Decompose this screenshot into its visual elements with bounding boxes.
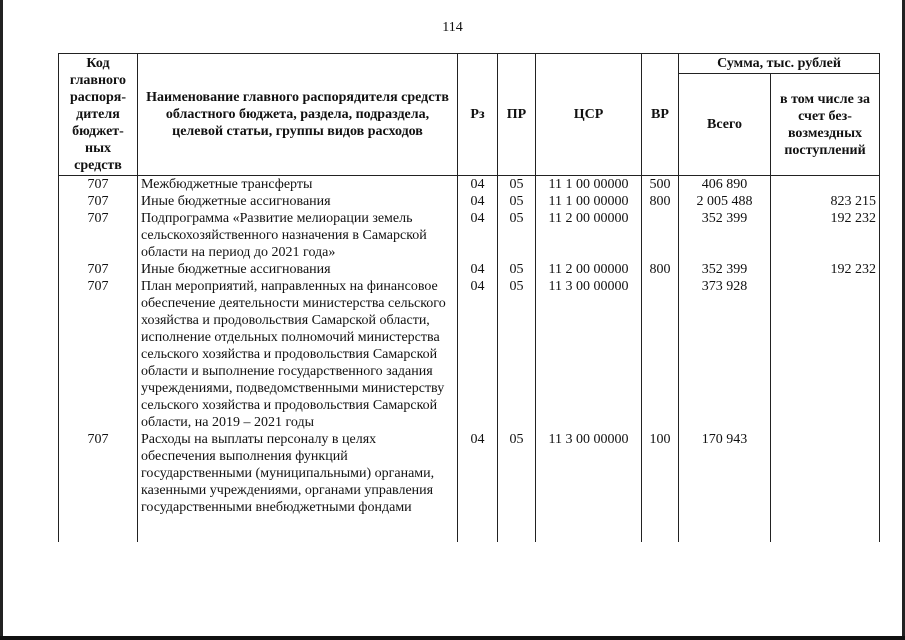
cell-free bbox=[771, 278, 880, 431]
cell-vr: 800 bbox=[642, 261, 679, 278]
cell-total: 352 399 bbox=[679, 261, 771, 278]
cell-name: Межбюджетные трансферты bbox=[138, 176, 458, 194]
header-total: Всего bbox=[679, 74, 771, 176]
cell-free: 192 232 bbox=[771, 210, 880, 261]
header-code: Код главного распоря-дителя бюджет-ных средств bbox=[59, 54, 138, 176]
table-row bbox=[59, 193, 880, 210]
cell-total: 352 399 bbox=[679, 210, 771, 261]
cell-rz: 04 bbox=[458, 431, 498, 542]
cell-code: 707 bbox=[59, 278, 138, 431]
cell-csr: 11 2 00 00000 bbox=[536, 261, 642, 278]
cell-rz: 04 bbox=[458, 176, 498, 194]
cell-pr: 05 bbox=[498, 176, 536, 194]
cell-rz: 04 bbox=[458, 261, 498, 278]
table-row bbox=[59, 278, 880, 431]
cell-vr: 500 bbox=[642, 176, 679, 194]
table-row bbox=[59, 431, 880, 542]
cell-free: 823 215 bbox=[771, 193, 880, 210]
budget-table bbox=[58, 53, 880, 542]
cell-vr bbox=[642, 210, 679, 261]
scan-edge-bottom bbox=[0, 636, 905, 640]
header-name: Наименование главного распорядителя средств областного бюджета, раздела, подраздела, целевой статьи, группы видов расходов bbox=[138, 54, 458, 176]
cell-pr: 05 bbox=[498, 278, 536, 431]
cell-csr: 11 3 00 00000 bbox=[536, 278, 642, 431]
cell-vr: 100 bbox=[642, 431, 679, 542]
cell-rz: 04 bbox=[458, 210, 498, 261]
header-pr: ПР bbox=[498, 54, 536, 176]
cell-total: 373 928 bbox=[679, 278, 771, 431]
cell-free bbox=[771, 431, 880, 542]
page-number: 114 bbox=[442, 20, 463, 35]
cell-csr: 11 3 00 00000 bbox=[536, 431, 642, 542]
cell-total: 170 943 bbox=[679, 431, 771, 542]
header-sum: Сумма, тыс. рублей bbox=[679, 54, 880, 74]
scan-edge-left bbox=[0, 0, 3, 640]
header-free: в том числе за счет без-возмездных поступлений bbox=[771, 74, 880, 176]
table-row bbox=[59, 261, 880, 278]
cell-csr: 11 1 00 00000 bbox=[536, 176, 642, 194]
cell-csr: 11 2 00 00000 bbox=[536, 210, 642, 261]
cell-name: Подпрограмма «Развитие мелиорации земель сельскохозяйственного назначения в Самарской области на период до 2021 года» bbox=[138, 210, 458, 261]
cell-total: 406 890 bbox=[679, 176, 771, 194]
cell-pr: 05 bbox=[498, 193, 536, 210]
cell-name: Расходы на выплаты персоналу в целях обеспечения выполнения функций государственными (муниципальными) органами, казенными учреждениями, органами управления государственными внебюджетными фондами bbox=[138, 431, 458, 542]
table-row bbox=[59, 176, 880, 194]
cell-code: 707 bbox=[59, 431, 138, 542]
cell-csr: 11 1 00 00000 bbox=[536, 193, 642, 210]
cell-pr: 05 bbox=[498, 261, 536, 278]
cell-total: 2 005 488 bbox=[679, 193, 771, 210]
cell-code: 707 bbox=[59, 193, 138, 210]
cell-name: Иные бюджетные ассигнования bbox=[138, 261, 458, 278]
header-rz: Рз bbox=[458, 54, 498, 176]
cell-pr: 05 bbox=[498, 431, 536, 542]
cell-code: 707 bbox=[59, 210, 138, 261]
header-csr: ЦСР bbox=[536, 54, 642, 176]
cell-vr: 800 bbox=[642, 193, 679, 210]
cell-free bbox=[771, 176, 880, 194]
cell-name: Иные бюджетные ассигнования bbox=[138, 193, 458, 210]
header-vr: ВР bbox=[642, 54, 679, 176]
table-header bbox=[59, 54, 880, 176]
cell-free: 192 232 bbox=[771, 261, 880, 278]
cell-name: План мероприятий, направленных на финансовое обеспечение деятельности министерства сельского хозяйства и продовольствия Самарской области, исполнение отдельных полномочий министерства сельского хозяйства и продовольствия Самарской области и выполнение государственного задания учреждениями, подведомственными министерству сельского хозяйства и продовольствия Самарской области, на 2019 – 2021 годы bbox=[138, 278, 458, 431]
cell-rz: 04 bbox=[458, 278, 498, 431]
table-row bbox=[59, 210, 880, 261]
cell-rz: 04 bbox=[458, 193, 498, 210]
cell-code: 707 bbox=[59, 176, 138, 194]
cell-vr bbox=[642, 278, 679, 431]
cell-pr: 05 bbox=[498, 210, 536, 261]
cell-code: 707 bbox=[59, 261, 138, 278]
